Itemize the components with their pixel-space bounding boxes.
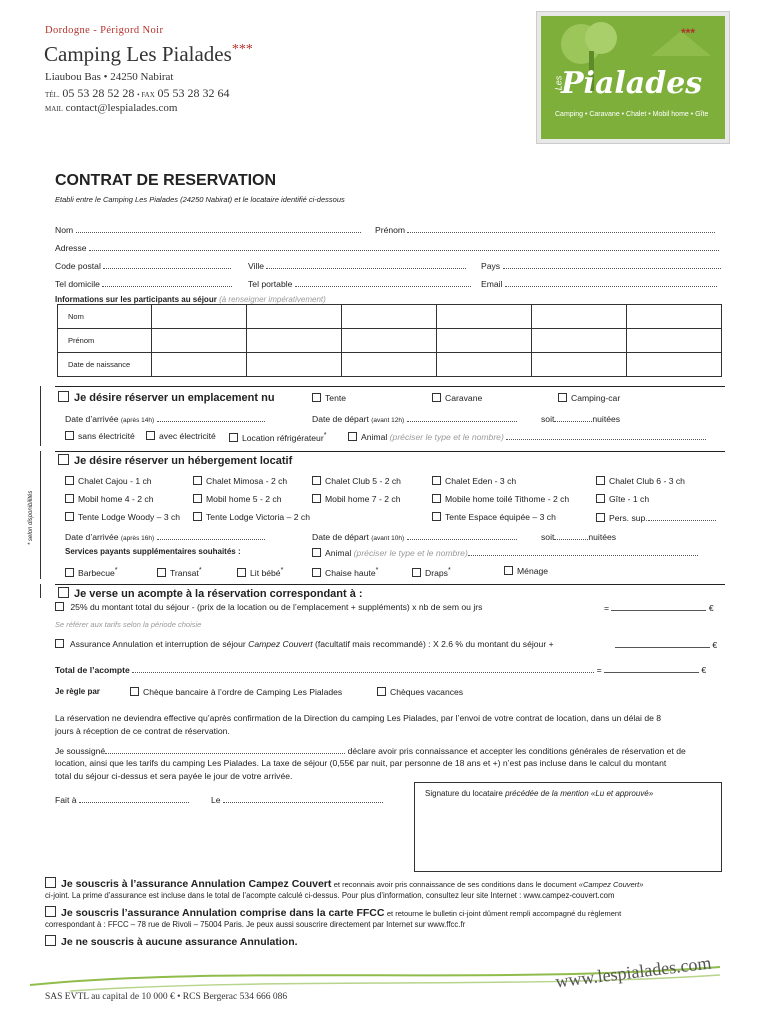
hebergement-animal-checkbox[interactable]: Animal (préciser le type et le nombre) xyxy=(312,547,698,558)
caravane-checkbox[interactable]: Caravane xyxy=(432,393,482,403)
chalet-cajou-checkbox[interactable]: Chalet Cajou - 1 ch xyxy=(65,476,152,486)
section-border xyxy=(40,584,41,598)
fait-a-field[interactable]: Fait à xyxy=(55,794,189,805)
prenom-field[interactable]: Prénom xyxy=(375,224,715,235)
section-border xyxy=(40,451,41,579)
hebergement-depart-field[interactable]: Date de départ (avant 10h) xyxy=(312,531,517,542)
conditions-p1b: jours à réception de ce contrat de réservation. xyxy=(55,726,230,736)
signature-label: Signature du locataire précédée de la mention «Lu et approuvé» xyxy=(425,789,654,798)
acompte-25-checkbox[interactable]: 25% du montant total du séjour - (prix de la location ou de l’emplacement + suppléments) x nb de sem ou jrs xyxy=(55,602,482,612)
chalet-club6-checkbox[interactable]: Chalet Club 6 - 3 ch xyxy=(596,476,685,486)
signature-box[interactable] xyxy=(414,782,722,872)
hebergement-arrivee-field[interactable]: Date d’arrivée (après 16h) xyxy=(65,531,265,542)
page-subtitle: Etabli entre le Camping Les Pialades (24250 Nabirat) et le locataire identifié ci-dessous xyxy=(55,195,345,204)
cheque-bancaire-checkbox[interactable]: Chèque bancaire à l’ordre de Camping Les Pialades xyxy=(130,687,342,697)
adresse-field[interactable]: Adresse xyxy=(55,242,719,253)
assurance-ffcc-text: correspondant à : FFCC – 78 rue de Rivoli – 75004 Paris. Je peux aussi souscrire directement par Internet sur www.ffcc.fr xyxy=(45,920,466,929)
conditions-p1: La réservation ne deviendra effective qu’après confirmation de la Direction du camping Les Pialades, par l’envoi de votre contrat de location, dans un délai de 8 xyxy=(55,713,662,723)
table-row: Date de naissance xyxy=(58,353,722,377)
chalet-club5-checkbox[interactable]: Chalet Club 5 - 2 ch xyxy=(312,476,401,486)
total-acompte-field[interactable]: Total de l’acompte = € xyxy=(55,665,707,675)
tithome-checkbox[interactable]: Mobile home toilé Tithome - 2 ch xyxy=(432,494,569,504)
barbecue-checkbox[interactable]: Barbecue* xyxy=(65,566,118,578)
emplacement-animal-checkbox[interactable]: Animal (préciser le type et le nombre) xyxy=(348,431,706,442)
emplacement-depart-field[interactable]: Date de départ (avant 12h) xyxy=(312,413,517,424)
menage-checkbox[interactable]: Ménage xyxy=(504,566,548,576)
conditions-p2c: location, ainsi que les tarifs du camping Les Pialades. La taxe de séjour (0,55€ par nuit, par personne de 18 ans et +) n’est pas incluse dans le calcul du montant xyxy=(55,758,667,768)
pers-sup-checkbox[interactable]: Pers. sup. xyxy=(596,512,716,523)
footer-legal: SAS EVTL au capital de 10 000 € • RCS Bergerac 534 666 086 xyxy=(45,992,288,1002)
draps-checkbox[interactable]: Draps* xyxy=(412,566,451,578)
camping-car-checkbox[interactable]: Camping-car xyxy=(558,393,620,403)
transat-checkbox[interactable]: Transat* xyxy=(157,566,202,578)
assurance-amount[interactable]: € xyxy=(615,639,717,650)
divider xyxy=(55,386,725,387)
acompte-25-amount[interactable]: = € xyxy=(604,603,714,613)
nom-field[interactable]: Nom xyxy=(55,224,361,235)
participants-table xyxy=(57,304,722,377)
reglement-label: Je règle par xyxy=(55,687,100,696)
ville-field[interactable]: Ville xyxy=(248,260,466,271)
footer-website: www.lespialades.com xyxy=(554,952,713,992)
assurance-campez-text: ci-joint. La prime d’assurance est incluse dans le total de l’acompte calculé ci-dessus. Pour plus d’information, consultez leur site Internet : www.campez-couvert.com xyxy=(45,891,615,900)
hebergement-nuitees-field[interactable]: soit nuitées xyxy=(541,532,617,542)
camp-phone-fax: TÉL. 05 53 28 52 28 • FAX 05 53 28 32 64 xyxy=(45,86,230,100)
acompte-heading[interactable]: Je verse un acompte à la réservation correspondant à : xyxy=(58,587,363,600)
cheques-vacances-checkbox[interactable]: Chèques vacances xyxy=(377,687,463,697)
tel-portable-field[interactable]: Tel portable xyxy=(248,278,471,289)
gite-checkbox[interactable]: Gîte - 1 ch xyxy=(596,494,649,504)
lit-bebe-checkbox[interactable]: Lit bébé* xyxy=(237,566,283,578)
table-row: Nom xyxy=(58,305,722,329)
emplacement-heading[interactable]: Je désire réserver un emplacement nu xyxy=(58,391,275,404)
pays-field[interactable]: Pays xyxy=(481,260,721,271)
aucune-assurance-checkbox[interactable]: Je ne souscris à aucune assurance Annulation. xyxy=(45,935,298,948)
logo-tagline: Camping • Caravane • Chalet • Mobil home • Gîte xyxy=(555,111,709,118)
logo-name: Pialades xyxy=(561,66,703,101)
page-title: CONTRAT DE RESERVATION xyxy=(55,172,277,189)
camp-address: Liaubou Bas • 24250 Nabirat xyxy=(45,71,174,83)
selon-disponibilites-note: * selon disponibilités xyxy=(28,490,34,545)
tente-espace-checkbox[interactable]: Tente Espace équipée – 3 ch xyxy=(432,512,556,522)
code-postal-field[interactable]: Code postal xyxy=(55,260,231,271)
chaise-haute-checkbox[interactable]: Chaise haute* xyxy=(312,566,378,578)
soussigne-field[interactable]: Je soussigné déclare avoir pris connaissance et accepter les conditions générales de réservation et de xyxy=(55,746,686,756)
chalet-mimosa-checkbox[interactable]: Chalet Mimosa - 2 ch xyxy=(193,476,287,486)
assurance-annulation-checkbox[interactable]: Assurance Annulation et interruption de séjour Campez Couvert (facultatif mais recommandé) : X 2.6 % du montant du séjour + xyxy=(55,639,554,649)
participants-label: Informations sur les participants au séjour (à renseigner impérativement) xyxy=(55,295,326,304)
refrigerateur-checkbox[interactable]: Location réfrigérateur* xyxy=(229,431,326,443)
section-border xyxy=(40,386,41,446)
emplacement-arrivee-field[interactable]: Date d’arrivée (après 14h) xyxy=(65,413,265,424)
emplacement-nuitees-field[interactable]: soit nuitées xyxy=(541,414,621,424)
mobil-home7-checkbox[interactable]: Mobil home 7 - 2 ch xyxy=(312,494,400,504)
date-field[interactable]: Le xyxy=(211,794,383,805)
assurance-ffcc-checkbox[interactable]: Je souscris l’assurance Annulation comprise dans la carte FFCC et retourne le bulletin ci-joint dûment rempli accompagné du règlement xyxy=(45,906,621,919)
email-field[interactable]: Email xyxy=(481,278,717,289)
region-label: Dordogne - Périgord Noir xyxy=(45,25,164,36)
sans-electricite-checkbox[interactable]: sans électricité xyxy=(65,431,135,441)
mobil-home4-checkbox[interactable]: Mobil home 4 - 2 ch xyxy=(65,494,153,504)
camp-name: Camping Les Pialades*** xyxy=(44,42,253,66)
lodge-woody-checkbox[interactable]: Tente Lodge Woody – 3 ch xyxy=(65,512,180,522)
tel-domicile-field[interactable]: Tel domicile xyxy=(55,278,232,289)
hebergement-heading[interactable]: Je désire réserver un hébergement locatif xyxy=(58,454,292,467)
chalet-eden-checkbox[interactable]: Chalet Eden - 3 ch xyxy=(432,476,516,486)
lodge-victoria-checkbox[interactable]: Tente Lodge Victoria – 2 ch xyxy=(193,512,310,522)
avec-electricite-checkbox[interactable]: avec électricité xyxy=(146,431,216,441)
tarifs-note: Se référer aux tarifs selon la période choisie xyxy=(55,620,202,629)
conditions-p2d: total du séjour ci-dessus et sera payée le jour de votre arrivée. xyxy=(55,771,293,781)
pialades-logo: Les Pialades *** Camping • Caravane • Chalet • Mobil home • Gîte xyxy=(537,12,729,143)
tente-checkbox[interactable]: Tente xyxy=(312,393,346,403)
services-label: Services payants supplémentaires souhaités : xyxy=(65,547,241,556)
divider xyxy=(55,584,725,585)
divider xyxy=(55,451,725,452)
assurance-campez-checkbox[interactable]: Je souscris à l’assurance Annulation Campez Couvert et reconnais avoir pris connaissance de ses conditions dans le document «Campez Couvert» xyxy=(45,877,643,890)
camp-mail: MAIL contact@lespialades.com xyxy=(45,102,178,114)
table-row: Prénom xyxy=(58,329,722,353)
mobil-home5-checkbox[interactable]: Mobil home 5 - 2 ch xyxy=(193,494,281,504)
